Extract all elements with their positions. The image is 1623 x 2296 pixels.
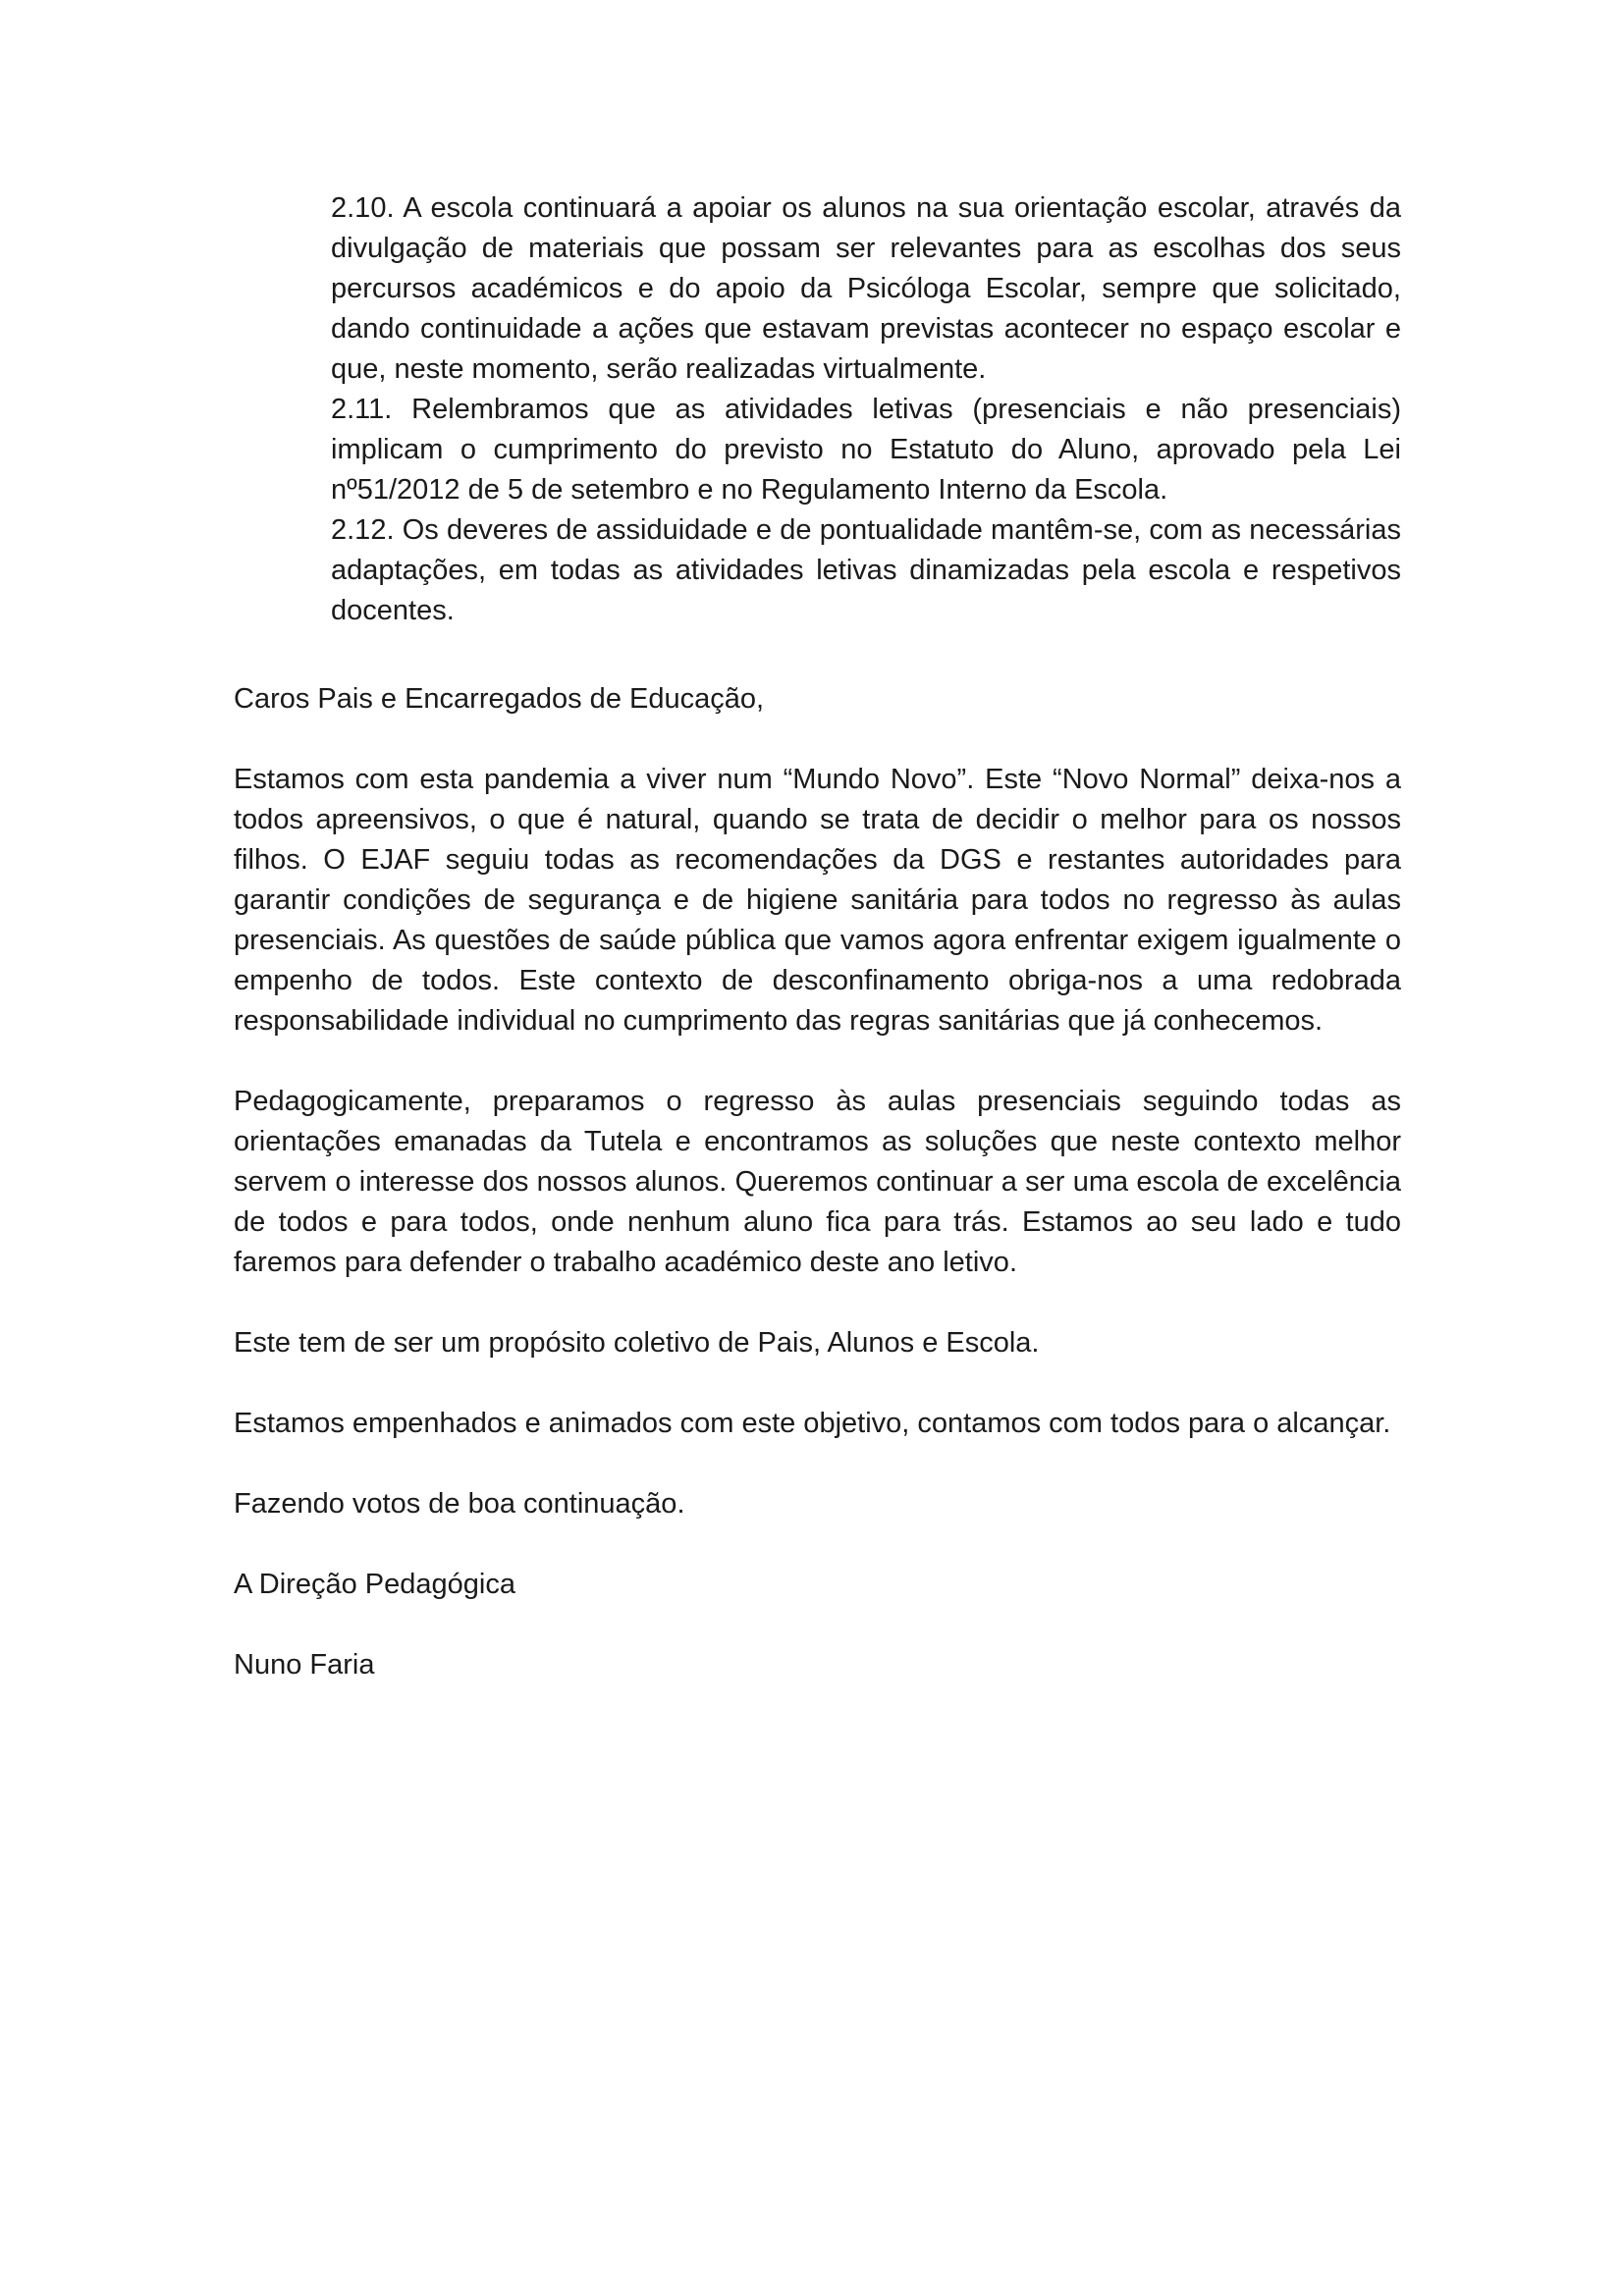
- signatory-role: A Direção Pedagógica: [234, 1569, 515, 1600]
- paragraph-pedagogy: Pedagogicamente, preparamos o regresso às aulas presenciais seguindo todas as orientações emanadas da Tutela e encontramos as soluções que neste contexto melhor servem o interesse dos nossos alunos. Queremos continuar a ser uma escola de excelência de todos e para todos, onde nenhum aluno fica para trás. Estamos ao seu lado e tudo faremos para defender o trabalho académico deste ano letivo.: [234, 1086, 1401, 1278]
- paragraph-pandemic: Estamos com esta pandemia a viver num “Mundo Novo”. Este “Novo Normal” deixa-nos a todos apreensivos, o que é natural, quando se trata de decidir o melhor para os nossos filhos. O EJAF seguiu todas as recomendações da DGS e restantes autoridades para garantir condições de segurança e de higiene sanitária para todos no regresso às aulas presenciais. As questões de saúde pública que vamos agora enfrentar exigem igualmente o empenho de todos. Este contexto de desconfinamento obriga-nos a uma redobrada responsabilidade individual no cumprimento das regras sanitárias que já conhecemos.: [234, 764, 1401, 1037]
- paragraph-purpose: Este tem de ser um propósito coletivo de Pais, Alunos e Escola.: [234, 1327, 1040, 1359]
- closing-line: Fazendo votos de boa continuação.: [234, 1488, 685, 1520]
- list-item-2-10: 2.10. A escola continuará a apoiar os alunos na sua orientação escolar, através da divulgação de materiais que possam ser relevantes para as escolhas dos seus percursos académicos e do apoio da Psicóloga Escolar, sempre que solicitado, dando continuidade a ações que estavam previstas acontecer no espaço escolar e que, neste momento, serão realizadas virtualmente.: [331, 192, 1401, 385]
- numbered-list: [331, 188, 1401, 631]
- paragraph-commitment: Estamos empenhados e animados com este objetivo, contamos com todos para o alcançar.: [234, 1408, 1391, 1439]
- salutation: Caros Pais e Encarregados de Educação,: [234, 683, 765, 715]
- signatory-name: Nuno Faria: [234, 1649, 375, 1681]
- list-item-2-12: 2.12. Os deveres de assiduidade e de pontualidade mantêm-se, com as necessárias adaptações, em todas as atividades letivas dinamizadas pela escola e respetivos docentes.: [331, 514, 1401, 626]
- letter-body: [234, 679, 1401, 1726]
- list-item-2-11: 2.11. Relembramos que as atividades letivas (presenciais e não presenciais) implicam o cumprimento do previsto no Estatuto do Aluno, aprovado pela Lei nº51/2012 de 5 de setembro e no Regulamento Interno da Escola.: [331, 394, 1401, 506]
